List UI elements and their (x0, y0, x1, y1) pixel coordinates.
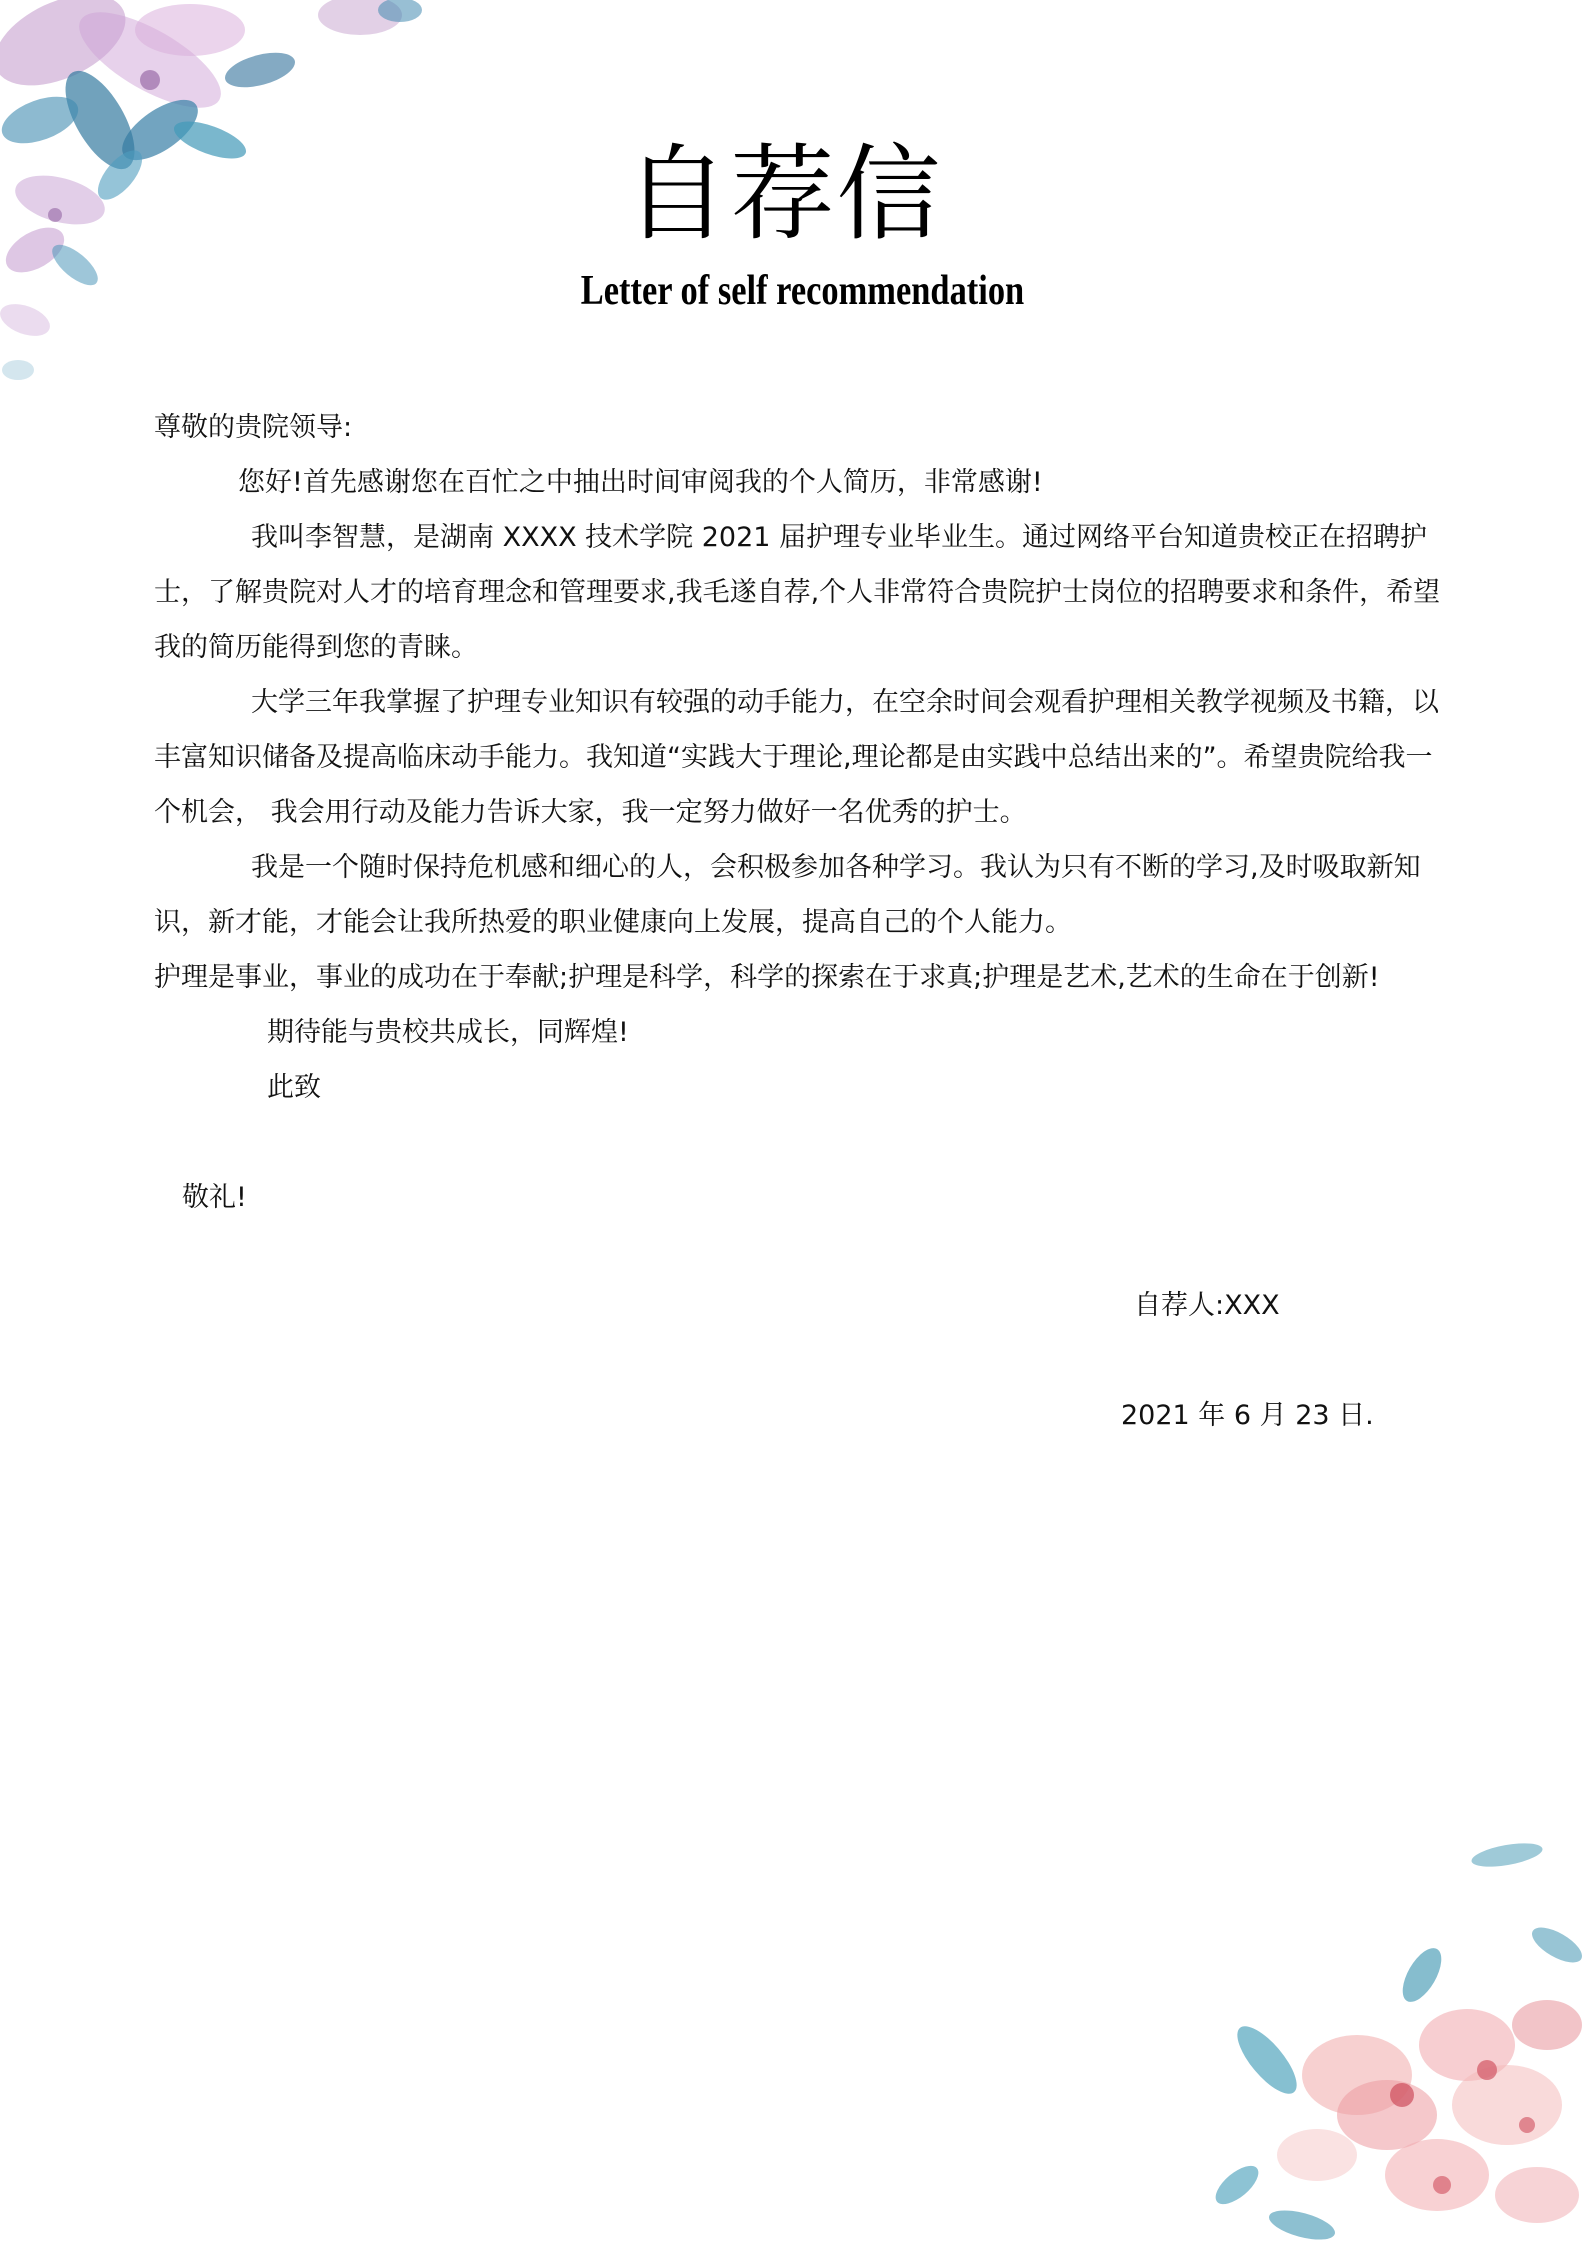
letter-paragraph: 护理是事业，事业的成功在于奉献;护理是科学，科学的探索在于求真;护理是艺术,艺术的生命在于创新! (154, 962, 1380, 993)
letter-paragraph: 您好!首先感谢您在百忙之中抽出时间审阅我的个人简历，非常感谢! (238, 467, 1043, 498)
letter-subtitle: Letter of self recommendation (580, 268, 1025, 314)
letter-paragraph: 我叫李智慧，是湖南 XXXX 技术学院 2021 届护理专业毕业生。通过网络平台知道贵校正在招聘护士，了解贵院对人才的培育理念和管理要求,我毛遂自荐,个人非常符合贵院护士岗位的招聘要求和条件，希望我的简历能得到您的青睐。 (154, 522, 1441, 663)
floral-decoration-bottom-right (1207, 1825, 1587, 2245)
letter-body (154, 400, 1444, 1225)
letter-closing: 此致 (267, 1072, 321, 1103)
letter-paragraph: 大学三年我掌握了护理专业知识有较强的动手能力，在空余时间会观看护理相关教学视频及书籍，以丰富知识储备及提高临床动手能力。我知道“实践大于理论,理论都是由实践中总结出来的”。希望贵院给我一个机会， 我会用行动及能力告诉大家，我一定努力做好一名优秀的护士。 (154, 687, 1439, 828)
letter-signature: 自荐人:XXX (1134, 1290, 1280, 1321)
letter-title: 自荐信 (624, 133, 943, 255)
letter-greeting: 尊敬的贵院领导: (154, 412, 353, 443)
letter-date: 2021 年 6 月 23 日. (1121, 1400, 1374, 1431)
letter-paragraph: 我是一个随时保持危机感和细心的人，会积极参加各种学习。我认为只有不断的学习,及时吸取新知识，新才能，才能会让我所热爱的职业健康向上发展，提高自己的个人能力。 (154, 852, 1421, 938)
letter-salute: 敬礼! (182, 1182, 247, 1213)
letter-paragraph: 期待能与贵校共成长，同辉煌! (267, 1017, 629, 1048)
